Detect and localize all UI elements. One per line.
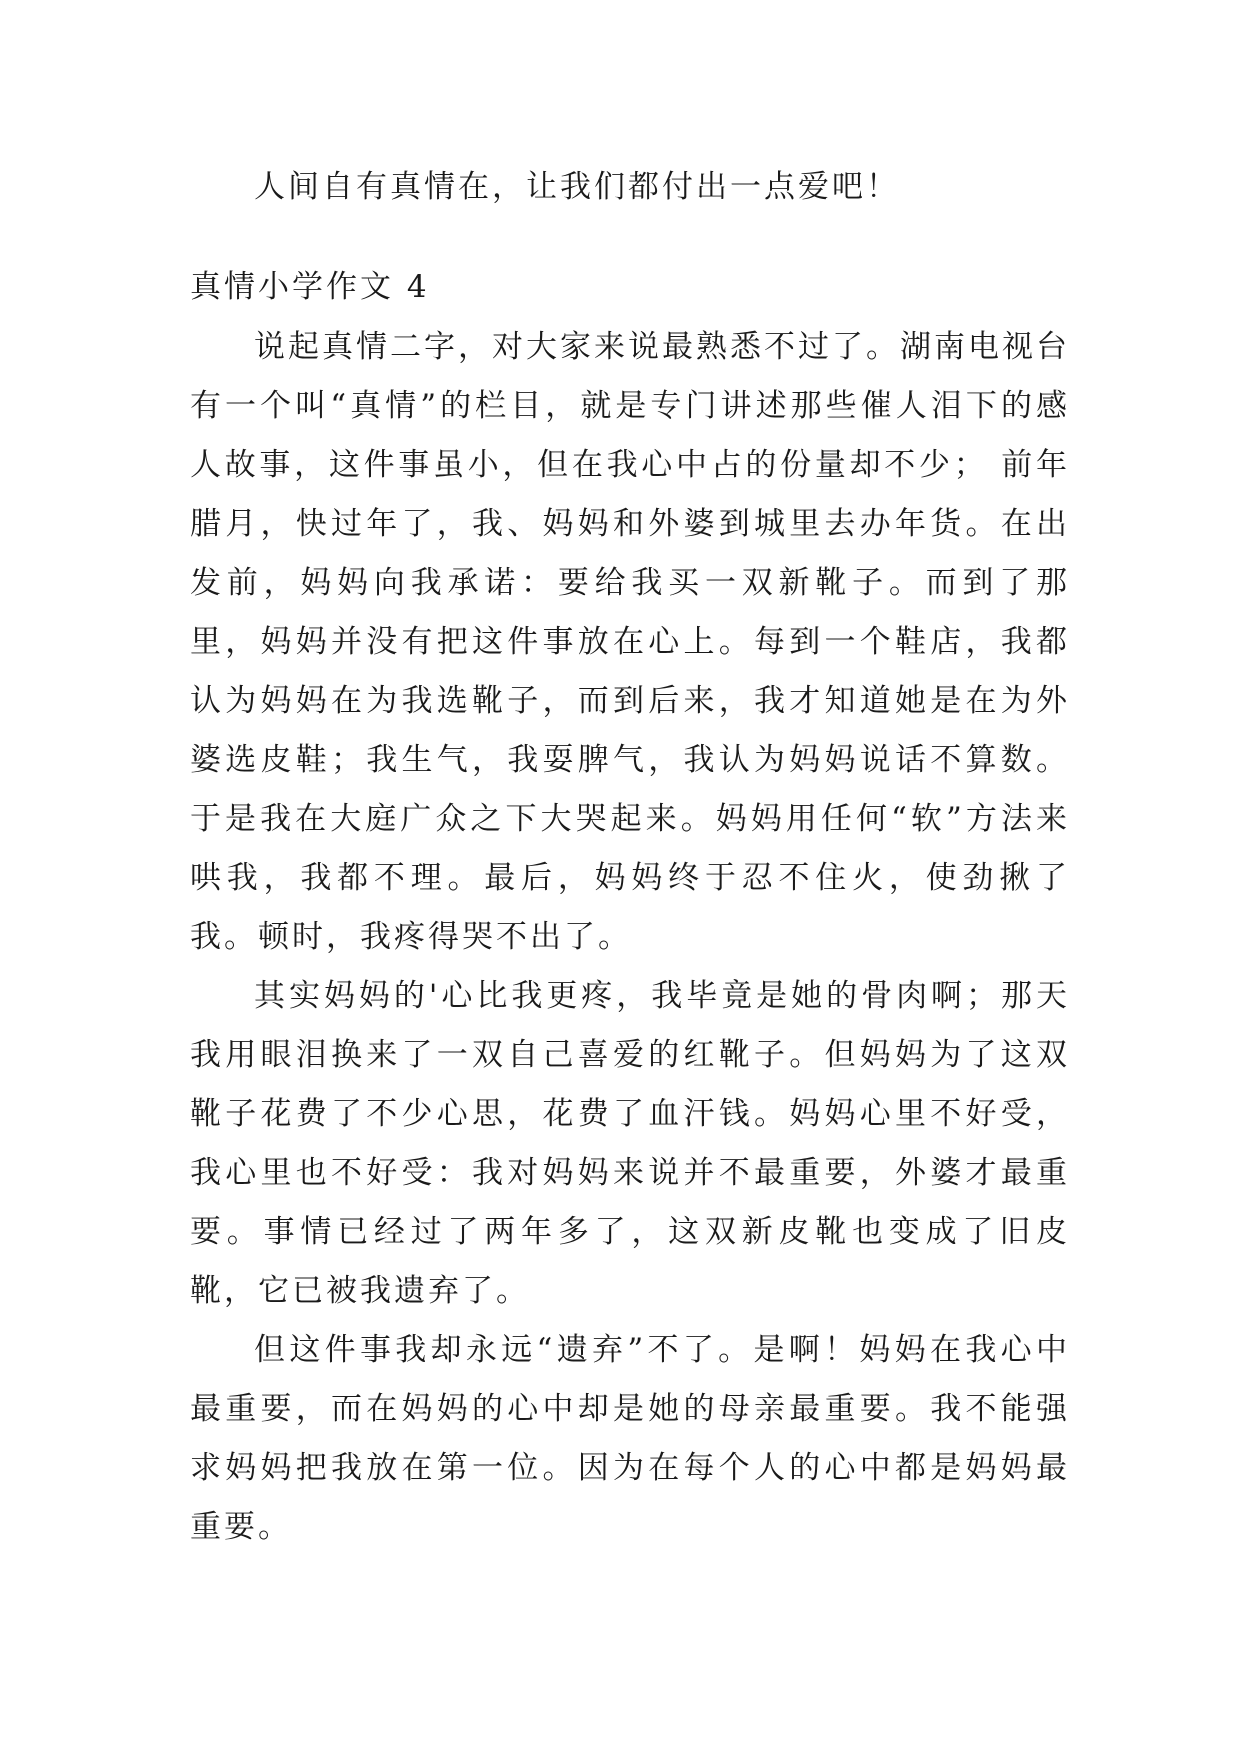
section-title: 真情小学作文 4 (190, 269, 430, 305)
document-body (190, 158, 1070, 1557)
body-paragraph-2: 其实妈妈的'心比我更疼，我毕竟是她的骨肉啊；那天我用眼泪换来了一双自己喜爱的红靴子。但妈妈为了这双靴子花费了不少心思，花费了血汗钱。妈妈心里不好受，我心里也不好受：我对妈妈来说并不最重要，外婆才最重要。事情已经过了两年多了，这双新皮靴也变成了旧皮靴，它已被我遗弃了。 (190, 978, 1070, 1309)
body-paragraph-1: 说起真情二字，对大家来说最熟悉不过了。湖南电视台有一个叫“真情”的栏目，就是专门讲述那些催人泪下的感人故事，这件事虽小，但在我心中占的份量却不少； 前年腊月，快过年了，我、妈妈和外婆到城里去办年货。在出发前，妈妈向我承诺：要给我买一双新靴子。而到了那里，妈妈并没有把这件事放在心上。每到一个鞋店，我都认为妈妈在为我选靴子，而到后来，我才知道她是在为外婆选皮鞋；我生气，我耍脾气，我认为妈妈说话不算数。于是我在大庭广众之下大哭起来。妈妈用任何“软”方法来哄我，我都不理。最后，妈妈终于忍不住火，使劲揪了我。顿时，我疼得哭不出了。 (190, 329, 1070, 955)
body-paragraph-3: 但这件事我却永远“遗弃”不了。是啊！妈妈在我心中最重要，而在妈妈的心中却是她的母亲最重要。我不能强求妈妈把我放在第一位。因为在每个人的心中都是妈妈最重要。 (190, 1332, 1070, 1545)
intro-paragraph: 人间自有真情在，让我们都付出一点爱吧！ (254, 169, 900, 205)
